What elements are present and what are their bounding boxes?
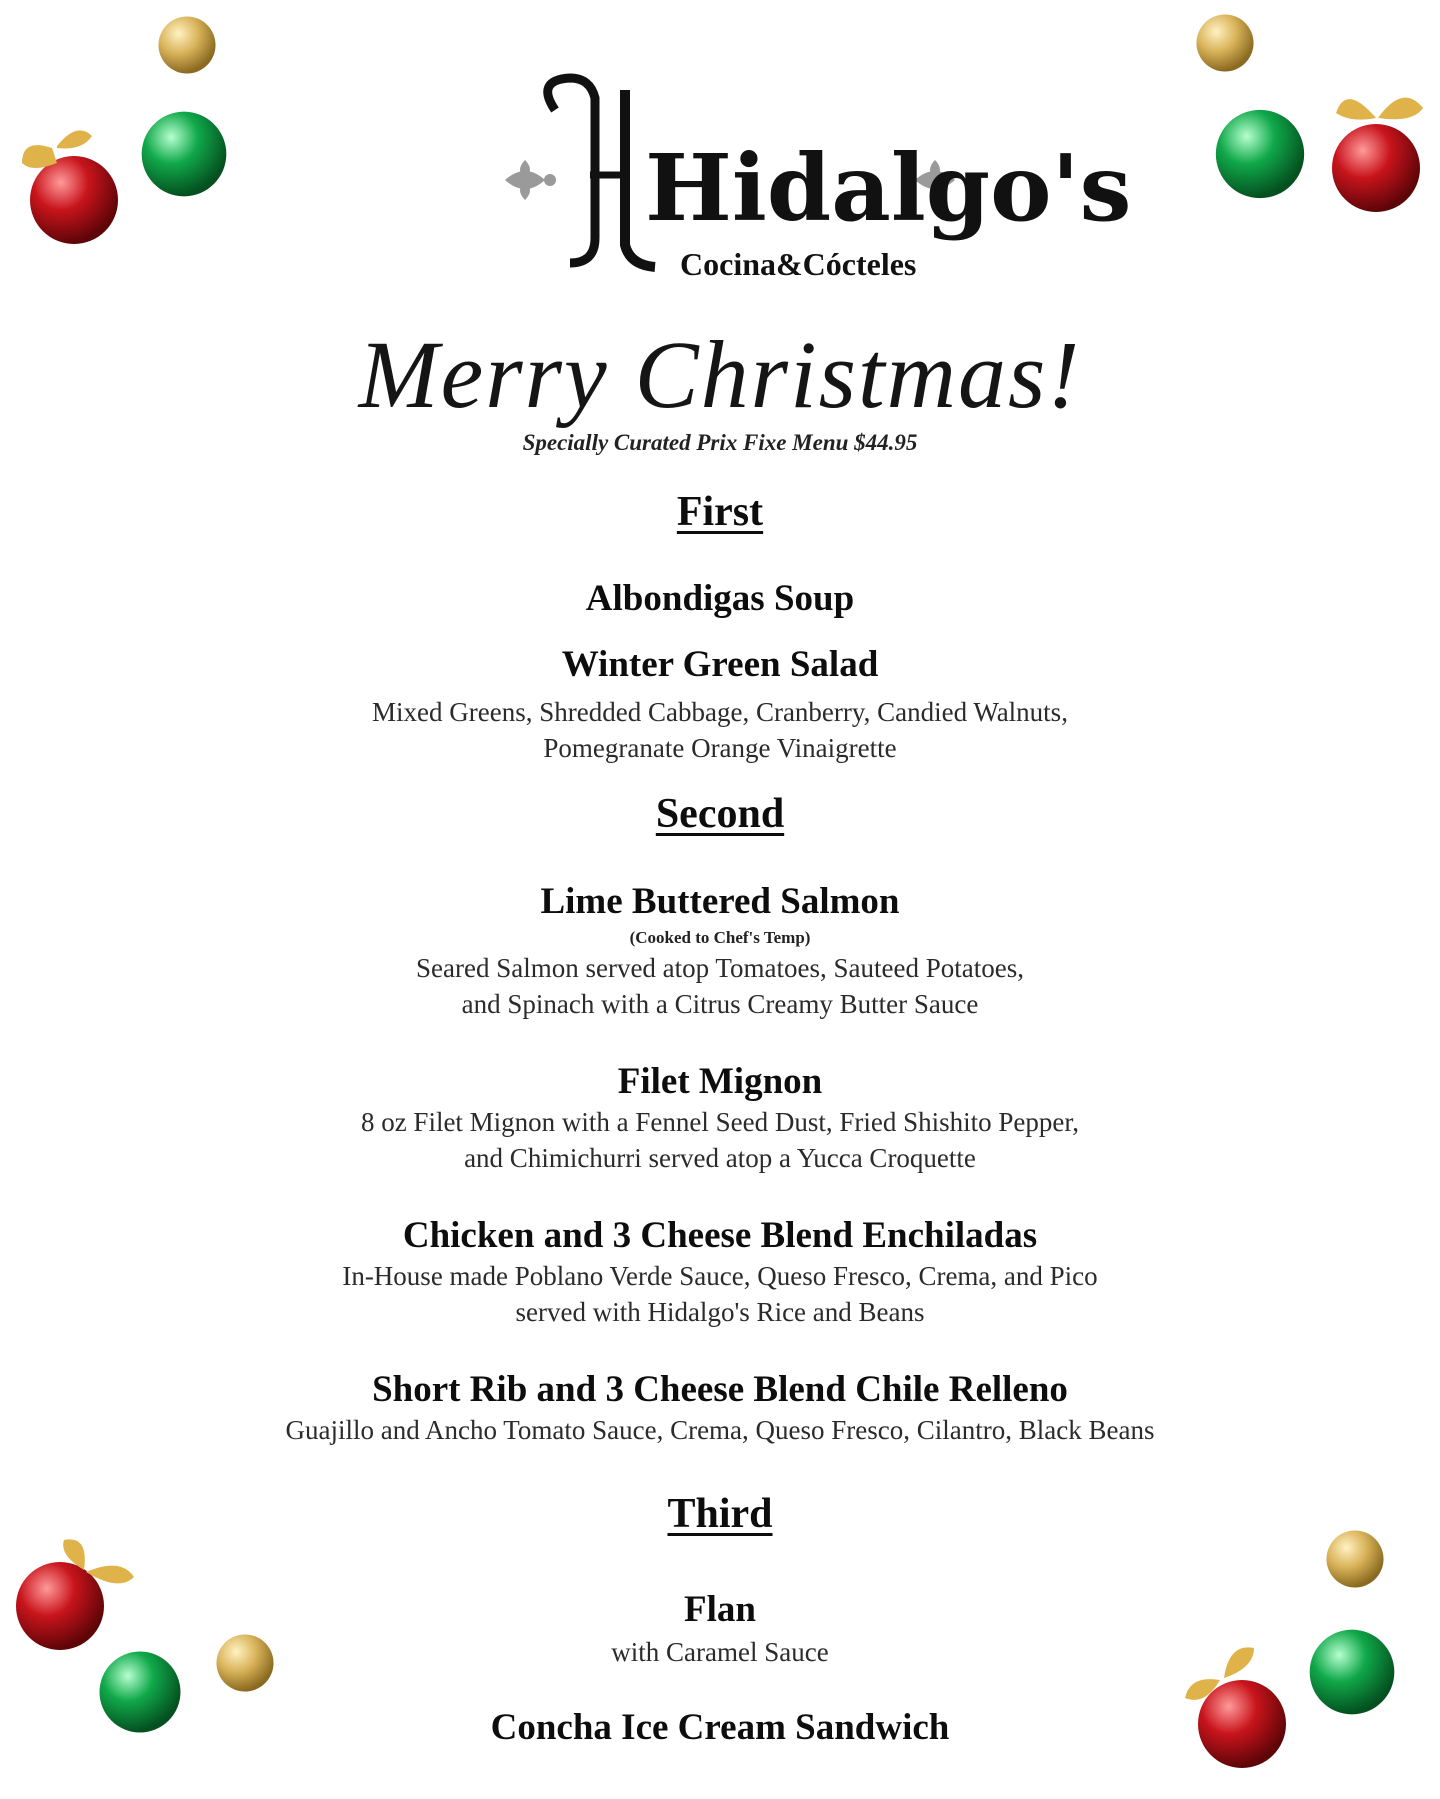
dish-description-line: Mixed Greens, Shredded Cabbage, Cranberry, Candied Walnuts, — [372, 697, 1068, 727]
logo-tagline: Cocina&Cócteles — [680, 246, 917, 282]
dish-description-line: served with Hidalgo's Rice and Beans — [515, 1297, 925, 1327]
red-ornament-with-bow-icon — [14, 1532, 136, 1652]
dish-description-line: with Caramel Sauce — [611, 1637, 829, 1667]
course-title-third: Third — [667, 1491, 773, 1537]
red-ornament-with-bow-icon — [1180, 1638, 1290, 1772]
dish-description-line: Guajillo and Ancho Tomato Sauce, Crema, Queso Fresco, Cilantro, Black Beans — [285, 1415, 1155, 1445]
dish-name: Lime Buttered Salmon — [540, 881, 900, 922]
dish-name: Albondigas Soup — [585, 578, 855, 619]
dish-name: Concha Ice Cream Sandwich — [490, 1707, 950, 1748]
logo-name: Hidalgo's — [645, 134, 1132, 242]
greeting-title: Merry Christmas! — [358, 321, 1082, 428]
red-ornament-with-bow-icon — [12, 120, 124, 248]
dish-description-line: and Spinach with a Citrus Creamy Butter Sauce — [461, 989, 979, 1019]
dish-name: Flan — [684, 1589, 756, 1630]
course-title-first: First — [676, 489, 764, 535]
dish-description-line: and Chimichurri served atop a Yucca Croquette — [464, 1143, 976, 1173]
gold-ornament-icon — [214, 1632, 276, 1694]
green-ornament-icon — [138, 108, 230, 200]
dish-description-line: Pomegranate Orange Vinaigrette — [543, 733, 897, 763]
dish-description-line: Seared Salmon served atop Tomatoes, Sauteed Potatoes, — [416, 953, 1024, 983]
gold-ornament-icon — [156, 14, 218, 76]
dish-note: (Cooked to Chef's Temp) — [629, 928, 811, 947]
dish-description-line: 8 oz Filet Mignon with a Fennel Seed Dust, Fried Shishito Pepper, — [360, 1107, 1080, 1137]
dish-name: Short Rib and 3 Cheese Blend Chile Relleno — [372, 1369, 1068, 1410]
red-ornament-with-bow-icon — [1326, 82, 1432, 216]
gold-ornament-icon — [1324, 1528, 1386, 1590]
green-ornament-icon — [96, 1648, 184, 1736]
dish-name: Chicken and 3 Cheese Blend Enchiladas — [402, 1215, 1038, 1256]
green-ornament-icon — [1212, 106, 1308, 202]
course-title-second: Second — [655, 791, 785, 837]
dish-name: Winter Green Salad — [561, 644, 879, 685]
menu-subtitle: Specially Curated Prix Fixe Menu $44.95 — [522, 430, 918, 455]
gold-ornament-icon — [1194, 12, 1256, 74]
dish-name: Filet Mignon — [617, 1061, 823, 1102]
green-ornament-icon — [1306, 1626, 1398, 1718]
restaurant-logo — [495, 70, 1132, 290]
dish-description-line: In-House made Poblano Verde Sauce, Queso Fresco, Crema, and Pico — [342, 1261, 1098, 1291]
